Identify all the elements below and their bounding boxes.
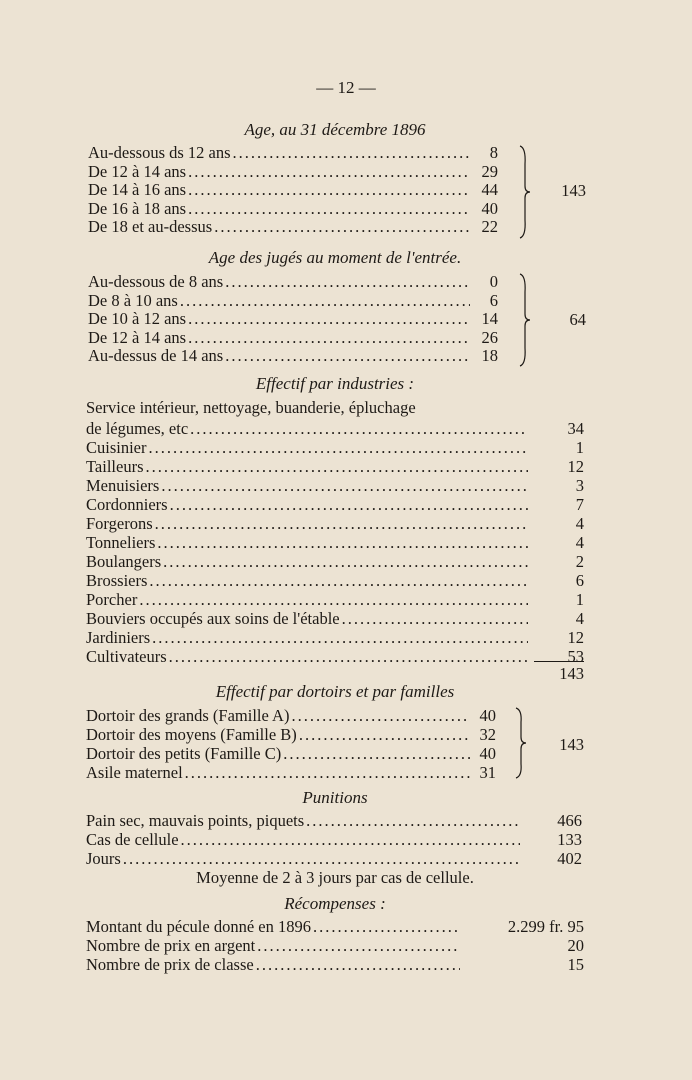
recompense-row (86, 936, 462, 955)
age-row (88, 180, 472, 199)
industries-section-title: Effectif par industries : (255, 374, 415, 393)
page-number: — 12 — (316, 78, 376, 97)
recompense-row-label: Nombre de prix en argent (86, 936, 256, 955)
punition-row-value: 133 (557, 830, 582, 849)
industry-row-value: 1 (575, 438, 584, 457)
dot-leader (342, 609, 528, 628)
dot-leader (188, 180, 470, 199)
judged-total: 64 (569, 310, 586, 329)
recompense-row-value: 20 (567, 936, 584, 955)
judged-row-value: 6 (489, 290, 498, 310)
age-row (88, 199, 472, 218)
judged-row-label: De 10 à 12 ans (88, 309, 187, 329)
dormitory-row (86, 744, 472, 763)
age-row (88, 217, 472, 236)
dot-leader (188, 162, 470, 181)
age-row-label: De 18 et au-dessus (88, 217, 213, 237)
dot-leader (188, 199, 470, 218)
dot-leader (185, 763, 470, 782)
punition-row-label: Jours (86, 849, 121, 868)
punitions-note: Moyenne de 2 à 3 jours par cas de cellule. (196, 868, 474, 887)
industry-row-label: Bouviers occupés aux soins de l'étable (86, 609, 340, 628)
industry-row (86, 609, 530, 628)
industry-row-value: 12 (567, 628, 584, 647)
age-section-title: Age, au 31 décembre 1896 (244, 120, 426, 139)
punition-row-label: Pain sec, mauvais points, piquets (86, 811, 305, 830)
recompense-row (86, 917, 462, 936)
industry-row (86, 628, 530, 647)
industry-row-label: Boulangers (86, 552, 162, 571)
industries-first-line: Service intérieur, nettoyage, buanderie, épluchage (86, 398, 416, 417)
industry-row (86, 571, 530, 590)
judged-row-value: 18 (481, 346, 498, 366)
judged-row-label: Au-dessus de 14 ans (88, 346, 224, 366)
punition-row-value: 402 (557, 849, 582, 868)
recompense-row-value: 15 (567, 955, 584, 974)
industry-row-label: Forgerons (86, 514, 153, 533)
industries-total: 143 (559, 664, 584, 683)
industry-row-value: 4 (575, 533, 584, 552)
judged-row (88, 272, 472, 291)
dot-leader (188, 328, 470, 347)
dot-leader (257, 936, 460, 955)
dormitory-row (86, 763, 472, 782)
recompense-row-label: Montant du pécule donné en 1896 (86, 917, 311, 936)
industry-row-value: 53 (567, 647, 584, 666)
judged-row (88, 291, 472, 310)
industry-row-label: Cordonniers (86, 495, 168, 514)
industry-row (86, 647, 530, 666)
dormitory-row-label: Dortoir des grands (Famille A) (86, 706, 290, 725)
dot-leader (161, 476, 528, 495)
industry-row (86, 495, 530, 514)
dot-leader (155, 514, 528, 533)
punitions-section-title: Punitions (302, 788, 368, 807)
industry-row-label: de légumes, etc (86, 419, 189, 438)
dormitory-row-value: 40 (479, 744, 496, 763)
dormitory-section-title: Effectif par dortoirs et par familles (215, 682, 455, 701)
industry-row-value: 3 (575, 476, 584, 495)
dot-leader (157, 533, 528, 552)
industry-row (86, 476, 530, 495)
industry-row-value: 1 (575, 590, 584, 609)
judged-row (88, 328, 472, 347)
dormitory-row (86, 725, 472, 744)
judged-row-label: De 8 à 10 ans (88, 290, 178, 310)
dot-leader (139, 590, 528, 609)
judged-row (88, 309, 472, 328)
dormitory-row-label: Asile maternel (86, 763, 183, 782)
age-row-label: Au-dessous ds 12 ans (88, 143, 231, 162)
age-row-label: De 16 à 18 ans (88, 198, 187, 218)
recompense-row-value: 2.299 fr. 95 (507, 917, 584, 936)
age-row-value: 8 (489, 143, 498, 162)
age-row-value: 44 (481, 180, 498, 200)
punition-row-value: 466 (557, 811, 582, 830)
punition-row (86, 811, 522, 830)
recompenses-section-title: Récompenses : (284, 894, 386, 913)
recompense-row (86, 955, 462, 974)
industry-row-label: Cuisinier (86, 438, 147, 457)
dormitory-row-value: 31 (479, 763, 496, 782)
recompense-row-label: Nombre de prix de classe (86, 955, 254, 974)
industry-row-value: 4 (575, 514, 584, 533)
dormitory-row-label: Dortoir des petits (Famille C) (86, 744, 282, 763)
industry-row-label: Porcher (86, 590, 138, 609)
industry-row-value: 4 (575, 609, 584, 628)
judged-row-label: Au-dessous de 8 ans (88, 272, 224, 291)
dot-leader (190, 419, 528, 438)
industry-row (86, 514, 530, 533)
dot-leader (233, 143, 470, 162)
dot-leader (152, 628, 528, 647)
dormitory-row (86, 706, 472, 725)
punition-row (86, 830, 522, 849)
judged-row-value: 0 (489, 272, 498, 291)
industry-row-value: 34 (567, 419, 584, 438)
judged-row-value: 26 (481, 327, 498, 347)
industry-row (86, 533, 530, 552)
industry-row-value: 6 (575, 571, 584, 590)
age-row (88, 162, 472, 181)
dot-leader (256, 955, 460, 974)
industry-row (86, 419, 530, 438)
dot-leader (214, 217, 470, 236)
industries-total-rule (534, 661, 584, 662)
age-row-value: 22 (481, 217, 498, 237)
dot-leader (313, 917, 460, 936)
dormitory-total: 143 (559, 735, 584, 754)
judged-row-label: De 12 à 14 ans (88, 327, 187, 347)
dot-leader (180, 291, 470, 310)
industry-row-value: 7 (575, 495, 584, 514)
dot-leader (225, 272, 470, 291)
dot-leader (225, 346, 470, 365)
industry-row (86, 438, 530, 457)
industry-row-label: Cultivateurs (86, 647, 167, 666)
dot-leader (163, 552, 528, 571)
dot-leader (181, 830, 520, 849)
dot-leader (149, 438, 529, 457)
age-row-label: De 12 à 14 ans (88, 161, 187, 181)
industry-row-label: Tonneliers (86, 533, 156, 552)
judged-row (88, 346, 472, 365)
industry-row-value: 12 (567, 457, 584, 476)
age-row (88, 143, 472, 162)
judged-row-value: 14 (481, 309, 498, 329)
age-total: 143 (561, 181, 586, 200)
dot-leader (123, 849, 520, 868)
dormitory-row-value: 32 (479, 725, 496, 744)
age-row-value: 29 (481, 161, 498, 181)
dot-leader (306, 811, 520, 830)
industry-row-label: Menuisiers (86, 476, 160, 495)
dot-leader (170, 495, 528, 514)
dot-leader (188, 309, 470, 328)
age-row-label: De 14 à 16 ans (88, 180, 187, 200)
age-row-value: 40 (481, 198, 498, 218)
dot-leader (149, 571, 528, 590)
industry-row (86, 590, 530, 609)
dormitory-row-label: Dortoir des moyens (Famille B) (86, 725, 297, 744)
industry-row (86, 457, 530, 476)
industry-row-label: Brossiers (86, 571, 148, 590)
dot-leader (169, 647, 528, 666)
industry-row-value: 2 (575, 552, 584, 571)
judged-section-title: Age des jugés au moment de l'entrée. (208, 248, 462, 267)
dormitory-row-value: 40 (479, 706, 496, 725)
industry-row-label: Tailleurs (86, 457, 144, 476)
punition-row (86, 849, 522, 868)
industry-row-label: Jardiniers (86, 628, 151, 647)
industry-row (86, 552, 530, 571)
punition-row-label: Cas de cellule (86, 830, 179, 849)
dot-leader (146, 457, 529, 476)
